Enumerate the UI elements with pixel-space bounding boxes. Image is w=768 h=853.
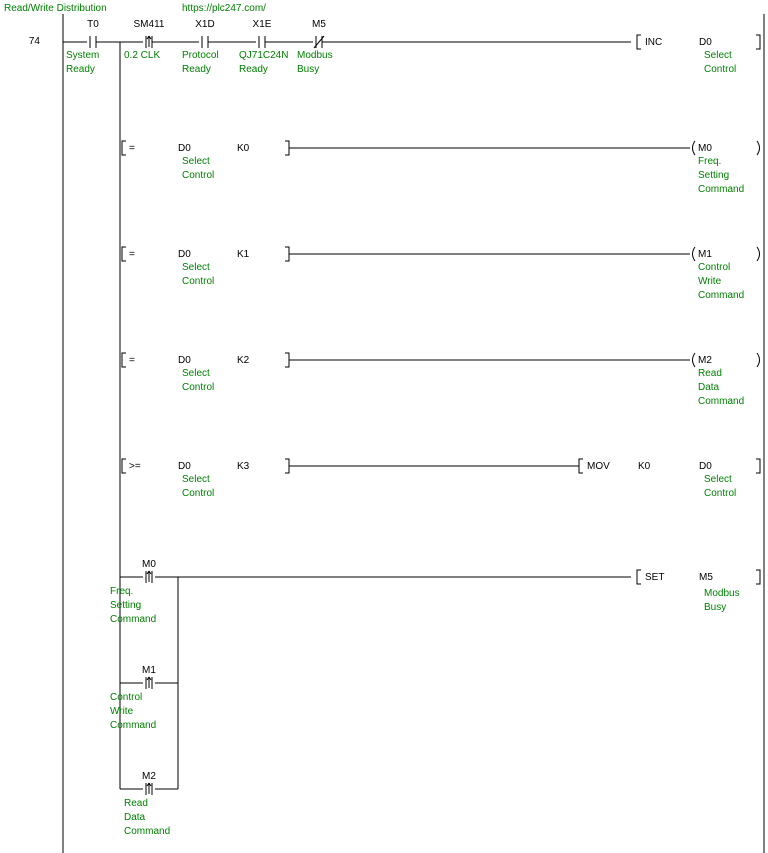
contact-comment: Ready [66, 64, 95, 75]
coil-device: M2 [698, 355, 712, 366]
coil-device: M1 [698, 249, 712, 260]
compare-s1-comment: Control [182, 170, 215, 181]
compare-s2: K1 [237, 249, 250, 260]
contact-x1d[interactable] [202, 36, 208, 48]
contact-device-label: T0 [87, 19, 99, 30]
mov-instruction: MOV [587, 461, 610, 472]
compare-op: = [129, 143, 135, 154]
coil-comment: Freq. [698, 156, 722, 167]
compare-s2: K2 [237, 355, 250, 366]
coil-comment: Read [698, 368, 722, 379]
contact-device-label: X1D [195, 19, 215, 30]
coil-left [693, 353, 696, 367]
compare-s1-comment: Control [182, 382, 215, 393]
compare-bracket-left [122, 141, 126, 155]
contact-t0[interactable] [90, 36, 96, 48]
mov-destination: D0 [699, 461, 712, 472]
contact-comment: Write [110, 706, 134, 717]
contact-comment: Control [110, 692, 143, 703]
compare-s1-comment: Select [182, 156, 210, 167]
set-comment: Modbus [704, 588, 740, 599]
compare-bracket-left [122, 459, 126, 473]
contact-comment: Protocol [182, 50, 219, 61]
compare-op: = [129, 249, 135, 260]
compare-bracket-right [285, 353, 289, 367]
set-instruction: SET [645, 572, 665, 583]
coil-comment: Write [698, 276, 722, 287]
contact-comment: Modbus [297, 50, 333, 61]
step-number: 74 [28, 36, 40, 47]
compare-op: = [129, 355, 135, 366]
coil-right [757, 247, 760, 261]
compare-s2: K0 [237, 143, 250, 154]
rung-header-title: Read/Write Distribution [4, 3, 107, 14]
coil-comment: Command [698, 290, 745, 301]
coil-left [693, 247, 696, 261]
compare-s1-comment: Control [182, 488, 215, 499]
mov-dest-comment: Select [704, 474, 732, 485]
contact-comment: Busy [297, 64, 320, 75]
coil-comment: Command [698, 184, 745, 195]
contact-comment: Setting [110, 600, 142, 611]
compare-s1-comment: Control [182, 276, 215, 287]
coil-comment: Data [698, 382, 720, 393]
contact-m0[interactable] [146, 571, 152, 583]
contact-comment: Data [124, 812, 146, 823]
compare-bracket-left [122, 247, 126, 261]
coil-comment: Setting [698, 170, 730, 181]
contact-device-label: X1E [252, 19, 272, 30]
contact-comment: 0.2 CLK [124, 50, 161, 61]
contact-m2[interactable] [146, 783, 152, 795]
contact-device-label: M5 [312, 19, 326, 30]
compare-s1: D0 [178, 461, 191, 472]
compare-op: >= [129, 461, 141, 472]
mov-source: K0 [638, 461, 651, 472]
set-bracket-right [756, 570, 760, 584]
contact-comment: Freq. [110, 586, 134, 597]
coil-left [693, 141, 696, 155]
mov-bracket-right [756, 459, 760, 473]
compare-s1: D0 [178, 143, 191, 154]
compare-bracket-right [285, 247, 289, 261]
compare-bracket-right [285, 141, 289, 155]
compare-bracket-left [122, 353, 126, 367]
rung-header-url: https://plc247.com/ [182, 3, 266, 14]
compare-bracket-right [285, 459, 289, 473]
set-comment: Busy [704, 602, 727, 613]
instruction-op: INC [645, 37, 663, 48]
contact-comment: Command [110, 720, 157, 731]
coil-right [757, 141, 760, 155]
contact-m1[interactable] [146, 677, 152, 689]
contact-comment: Command [110, 614, 157, 625]
instruction-comment: Select [704, 50, 732, 61]
instruction-comment: Control [704, 64, 737, 75]
instruction-operand: D0 [699, 37, 712, 48]
mov-bracket-left [579, 459, 583, 473]
contact-device-label: SM411 [133, 19, 165, 30]
contact-comment: Command [124, 826, 171, 837]
set-bracket-left [637, 570, 641, 584]
contact-comment: Ready [182, 64, 211, 75]
compare-s1-comment: Select [182, 474, 210, 485]
contact-comment: Ready [239, 64, 268, 75]
contact-device-label: M2 [142, 771, 156, 782]
compare-s1-comment: Select [182, 262, 210, 273]
contact-sm411[interactable] [146, 36, 152, 48]
coil-device: M0 [698, 143, 712, 154]
contact-comment: QJ71C24N [239, 50, 289, 61]
compare-s2: K3 [237, 461, 250, 472]
contact-x1e[interactable] [259, 36, 265, 48]
contact-device-label: M1 [142, 665, 156, 676]
compare-s1-comment: Select [182, 368, 210, 379]
coil-right [757, 353, 760, 367]
set-operand: M5 [699, 572, 713, 583]
mov-dest-comment: Control [704, 488, 737, 499]
coil-comment: Command [698, 396, 745, 407]
instruction-bracket-left [637, 35, 641, 49]
contact-comment: Read [124, 798, 148, 809]
compare-s1: D0 [178, 249, 191, 260]
instruction-bracket-right [756, 35, 760, 49]
coil-comment: Control [698, 262, 731, 273]
compare-s1: D0 [178, 355, 191, 366]
contact-comment: System [66, 50, 100, 61]
contact-device-label: M0 [142, 559, 156, 570]
